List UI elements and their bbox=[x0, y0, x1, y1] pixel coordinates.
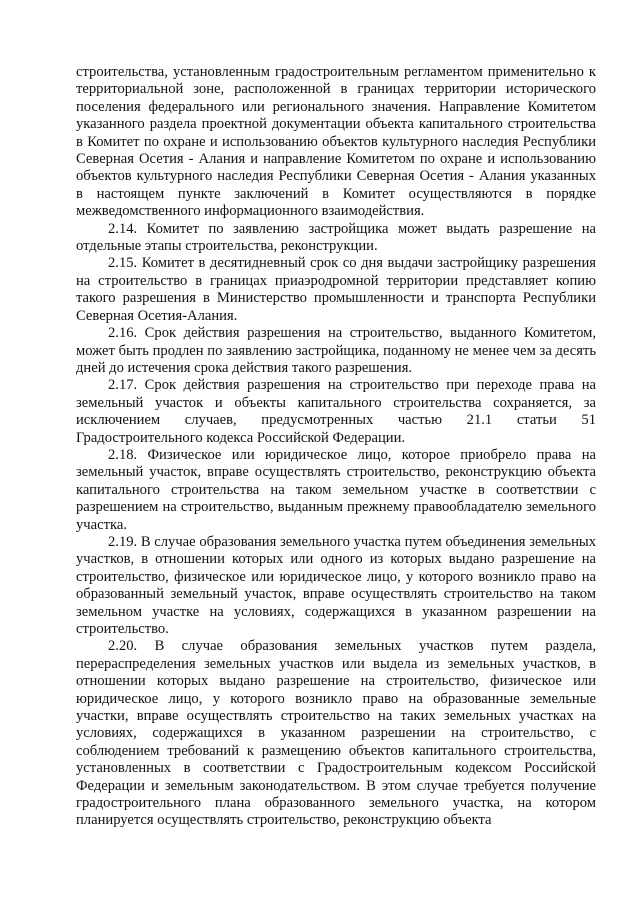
paragraph-2-19: 2.19. В случае образования земельного участка путем объединения земельных участков, в отношении которых или одного из которых выдано разрешение на строительство, физическое или юридическое лицо, у которого возникло право на образованный земельный участок, вправе осуществлять строительство на таком земельном участке на условиях, содержащихся в указанном разрешении на строительство. bbox=[76, 533, 596, 637]
paragraph-2-14: 2.14. Комитет по заявлению застройщика может выдать разрешение на отдельные этапы строительства, реконструкции. bbox=[76, 220, 596, 255]
paragraph-continuation: строительства, установленным градостроительным регламентом применительно к территориальной зоне, расположенной в границах территории исторического поселения федерального или регионального значения. Направление Комитетом указанного раздела проектной документации объекта капитального строительства в Комитет по охране и использованию объектов культурного наследия Республики Северная Осетия - Алания и направление Комитетом по охране и использованию объектов культурного наследия Республики Северная Осетия - Алания указанных в настоящем пункте заключений в Комитет осуществляются в порядке межведомственного информационного взаимодействия. bbox=[76, 64, 596, 220]
paragraph-2-20: 2.20. В случае образования земельных участков путем раздела, перераспределения земельных участков или выдела из земельных участков, в отношении которых выдано разрешение на строительство, физическое или юридическое лицо, у которого возникло право на образованные земельные участки, вправе осуществлять строительство на таких земельных участках на условиях, содержащихся в указанном разрешении на строительство, с соблюдением требований к размещению объектов капитального строительства, установленных в соответствии с Градостроительным кодексом Российской Федерации и земельным законодательством. В этом случае требуется получение градостроительного плана образованного земельного участка, на котором планируется осуществлять строительство, реконструкцию объекта bbox=[76, 638, 596, 829]
paragraph-2-16: 2.16. Срок действия разрешения на строительство, выданного Комитетом, может быть продлен по заявлению застройщика, поданному не менее чем за десять дней до истечения срока действия такого разрешения. bbox=[76, 325, 596, 376]
document-page bbox=[76, 64, 596, 830]
paragraph-2-15: 2.15. Комитет в десятидневный срок со дня выдачи застройщику разрешения на строительство в границах приаэродромной территории представляет копию такого разрешения в Министерство промышленности и транспорта Республики Северная Осетия-Алания. bbox=[76, 255, 596, 324]
paragraph-2-17: 2.17. Срок действия разрешения на строительство при переходе права на земельный участок и объекты капитального строительства сохраняется, за исключением случаев, предусмотренных частью 21.1 статьи 51 Градостроительного кодекса Российской Федерации. bbox=[76, 377, 596, 446]
paragraph-2-18: 2.18. Физическое или юридическое лицо, которое приобрело права на земельный участок, вправе осуществлять строительство, реконструкцию объекта капитального строительства на таком земельном участке в соответствии с разрешением на строительство, выданным прежнему правообладателю земельного участка. bbox=[76, 446, 596, 533]
